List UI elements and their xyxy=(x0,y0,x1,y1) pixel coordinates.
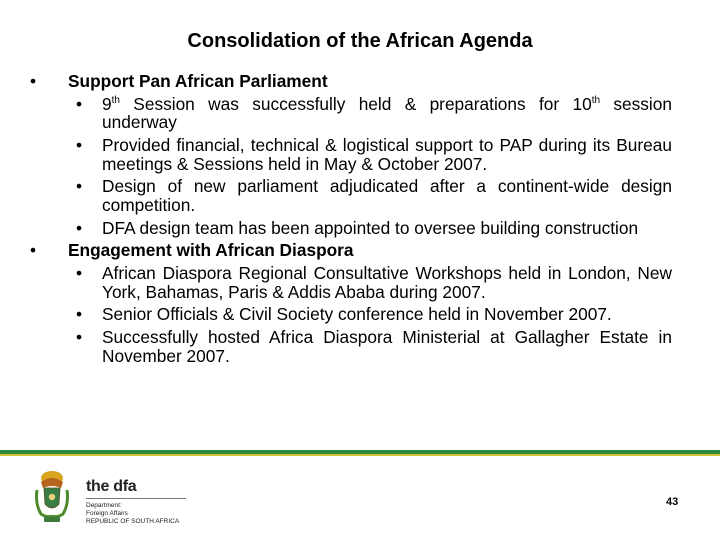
department-line: Department: xyxy=(86,502,122,509)
department-line: Foreign Affairs xyxy=(86,510,128,517)
department-line: REPUBLIC OF SOUTH AFRICA xyxy=(86,518,180,525)
item-text-end: session underway xyxy=(102,93,672,133)
item-text-start: 9 xyxy=(102,93,112,114)
bullet: • xyxy=(76,217,83,238)
item-text-middle: Session was successfully held & preparations for 10 xyxy=(119,93,592,114)
bullet: • xyxy=(76,135,83,156)
item-text: DFA design team has been appointed to oversee building construction xyxy=(102,217,639,238)
list-item xyxy=(30,264,672,301)
slide-content xyxy=(30,72,672,369)
dfa-logo xyxy=(86,478,186,526)
list-item xyxy=(30,136,672,173)
ordinal-suffix: th xyxy=(111,94,120,106)
logo-name: the dfa xyxy=(86,478,137,495)
list-item xyxy=(30,95,672,132)
bullet: • xyxy=(30,71,37,91)
bullet: • xyxy=(76,327,83,348)
section-heading-text: Support Pan African Parliament xyxy=(68,71,328,91)
slide-title: Consolidation of the African Agenda xyxy=(187,30,533,52)
item-text: Provided financial, technical & logistical support to PAP during its Bureau meetings & Sessions held in May & October 2007. xyxy=(102,135,672,174)
bullet: • xyxy=(76,263,83,284)
page-number: 43 xyxy=(666,496,679,508)
bullet: • xyxy=(30,240,37,261)
section-heading-pap xyxy=(30,72,672,91)
logo-divider xyxy=(86,498,186,499)
item-text: Successfully hosted Africa Diaspora Ministerial at Gallagher Estate in November 2007. xyxy=(102,327,672,366)
item-text: Design of new parliament adjudicated after a continent-wide design competition. xyxy=(102,176,672,216)
section-heading-diaspora xyxy=(30,241,672,260)
item-text: African Diaspora Regional Consultative Workshops held in London, New York, Bahamas, Paris & Addis Ababa during 2007. xyxy=(102,263,672,302)
section-heading-text: Engagement with African Diaspora xyxy=(68,240,354,261)
footer-rule-yellow xyxy=(0,454,720,456)
bullet: • xyxy=(76,304,83,325)
list-item xyxy=(30,328,672,365)
bullet: • xyxy=(76,93,83,114)
bullet: • xyxy=(76,176,83,197)
ordinal-suffix: th xyxy=(591,94,601,106)
list-item xyxy=(30,305,672,324)
list-item xyxy=(30,219,672,238)
list-item xyxy=(30,177,672,214)
coat-of-arms-icon xyxy=(33,470,71,526)
item-text: Senior Officials & Civil Society conference held in November 2007. xyxy=(102,304,612,325)
